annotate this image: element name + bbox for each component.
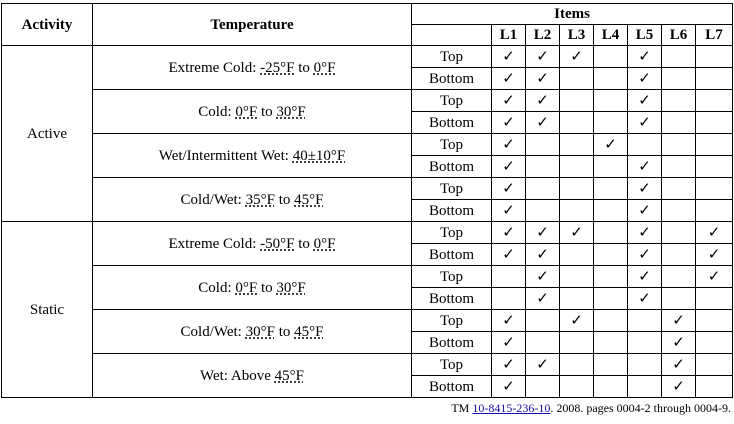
temperature-part-prefix: Cold: <box>198 103 236 120</box>
check-mark-icon: ✓ <box>594 134 628 156</box>
empty-cell <box>560 200 594 222</box>
empty-cell <box>560 68 594 90</box>
empty-cell <box>526 332 560 354</box>
temperature-cell <box>93 178 412 222</box>
level-header-l2: L2 <box>526 25 560 46</box>
empty-cell <box>560 376 594 398</box>
check-mark-icon: ✓ <box>492 310 526 332</box>
check-mark-icon: ✓ <box>696 266 733 288</box>
temperature-part-a: 0°F <box>235 279 258 296</box>
temperature-part-mid: to <box>294 235 314 252</box>
empty-cell <box>662 156 696 178</box>
temperature-cell <box>93 310 412 354</box>
temperature-cell <box>93 266 412 310</box>
temperature-part-prefix: Extreme Cold: <box>168 235 261 252</box>
check-mark-icon: ✓ <box>526 288 560 310</box>
empty-cell <box>526 200 560 222</box>
empty-cell <box>492 288 526 310</box>
check-mark-icon: ✓ <box>628 244 662 266</box>
empty-cell <box>662 46 696 68</box>
empty-cell <box>594 288 628 310</box>
table-row <box>2 46 733 68</box>
empty-cell <box>492 266 526 288</box>
check-mark-icon: ✓ <box>526 68 560 90</box>
position-cell: Top <box>412 46 492 68</box>
temperature-part-prefix: Cold/Wet: <box>180 191 246 208</box>
empty-cell <box>526 376 560 398</box>
check-mark-icon: ✓ <box>628 90 662 112</box>
temperature-part-a: 35°F <box>245 191 275 208</box>
temperature-part-b: 45°F <box>294 323 324 340</box>
empty-cell <box>628 134 662 156</box>
clothing-table <box>1 3 733 398</box>
empty-cell <box>696 112 733 134</box>
temperature-part-a: 40±10°F <box>292 147 346 164</box>
empty-cell <box>594 178 628 200</box>
table-row <box>2 90 733 112</box>
check-mark-icon: ✓ <box>526 112 560 134</box>
position-cell: Bottom <box>412 244 492 266</box>
empty-cell <box>696 376 733 398</box>
source-caption <box>451 401 731 416</box>
position-cell: Bottom <box>412 68 492 90</box>
temperature-part-b: 30°F <box>276 103 306 120</box>
position-cell: Bottom <box>412 332 492 354</box>
empty-cell <box>662 200 696 222</box>
position-header-blank <box>412 25 492 46</box>
empty-cell <box>594 68 628 90</box>
table-row <box>2 310 733 332</box>
temperature-part-a: 30°F <box>245 323 275 340</box>
empty-cell <box>560 288 594 310</box>
temperature-cell <box>93 134 412 178</box>
check-mark-icon: ✓ <box>560 222 594 244</box>
check-mark-icon: ✓ <box>492 46 526 68</box>
check-mark-icon: ✓ <box>696 244 733 266</box>
empty-cell <box>526 156 560 178</box>
empty-cell <box>594 46 628 68</box>
activity-cell: Static <box>2 222 93 398</box>
check-mark-icon: ✓ <box>526 266 560 288</box>
empty-cell <box>696 310 733 332</box>
temperature-part-mid: to <box>294 59 314 76</box>
empty-cell <box>662 244 696 266</box>
check-mark-icon: ✓ <box>560 46 594 68</box>
table-body <box>2 46 733 398</box>
activity-header: Activity <box>2 4 93 46</box>
temperature-part-b: 0°F <box>313 59 336 76</box>
empty-cell <box>628 354 662 376</box>
temperature-part-mid: to <box>274 323 295 340</box>
check-mark-icon: ✓ <box>662 376 696 398</box>
check-mark-icon: ✓ <box>492 354 526 376</box>
empty-cell <box>628 332 662 354</box>
check-mark-icon: ✓ <box>560 310 594 332</box>
check-mark-icon: ✓ <box>492 332 526 354</box>
empty-cell <box>560 266 594 288</box>
check-mark-icon: ✓ <box>492 178 526 200</box>
temperature-part-prefix: Cold: <box>198 279 236 296</box>
empty-cell <box>594 200 628 222</box>
position-cell: Top <box>412 354 492 376</box>
empty-cell <box>696 156 733 178</box>
temperature-part-mid: to <box>257 279 277 296</box>
check-mark-icon: ✓ <box>492 68 526 90</box>
empty-cell <box>662 68 696 90</box>
empty-cell <box>594 90 628 112</box>
level-header-l3: L3 <box>560 25 594 46</box>
empty-cell <box>662 222 696 244</box>
empty-cell <box>560 354 594 376</box>
temperature-cell <box>93 46 412 90</box>
position-cell: Top <box>412 134 492 156</box>
temperature-part-b: 30°F <box>276 279 306 296</box>
empty-cell <box>526 134 560 156</box>
source-link[interactable]: 10-8415-236-10 <box>472 401 551 415</box>
position-cell: Top <box>412 266 492 288</box>
check-mark-icon: ✓ <box>628 288 662 310</box>
level-header-l5: L5 <box>628 25 662 46</box>
position-cell: Bottom <box>412 156 492 178</box>
temperature-cell <box>93 354 412 398</box>
caption-prefix: TM <box>451 401 473 415</box>
activity-cell: Active <box>2 46 93 222</box>
check-mark-icon: ✓ <box>492 376 526 398</box>
check-mark-icon: ✓ <box>492 134 526 156</box>
level-header-l6: L6 <box>662 25 696 46</box>
check-mark-icon: ✓ <box>662 332 696 354</box>
empty-cell <box>594 376 628 398</box>
empty-cell <box>560 332 594 354</box>
table-header <box>2 4 733 46</box>
position-cell: Bottom <box>412 112 492 134</box>
temperature-part-prefix: Cold/Wet: <box>180 323 246 340</box>
temperature-part-a: -25°F <box>260 59 295 76</box>
empty-cell <box>696 332 733 354</box>
check-mark-icon: ✓ <box>492 112 526 134</box>
level-header-l7: L7 <box>696 25 733 46</box>
empty-cell <box>662 288 696 310</box>
empty-cell <box>662 90 696 112</box>
empty-cell <box>594 222 628 244</box>
position-cell: Top <box>412 310 492 332</box>
empty-cell <box>696 178 733 200</box>
table-row <box>2 266 733 288</box>
empty-cell <box>662 134 696 156</box>
temperature-part-a: 45°F <box>274 367 304 384</box>
check-mark-icon: ✓ <box>628 46 662 68</box>
empty-cell <box>560 134 594 156</box>
table-row <box>2 134 733 156</box>
check-mark-icon: ✓ <box>492 90 526 112</box>
empty-cell <box>594 310 628 332</box>
temperature-cell <box>93 222 412 266</box>
empty-cell <box>662 178 696 200</box>
check-mark-icon: ✓ <box>628 68 662 90</box>
empty-cell <box>662 112 696 134</box>
empty-cell <box>560 112 594 134</box>
check-mark-icon: ✓ <box>526 90 560 112</box>
empty-cell <box>594 354 628 376</box>
temperature-part-a: 0°F <box>235 103 258 120</box>
empty-cell <box>696 90 733 112</box>
temperature-cell <box>93 90 412 134</box>
temperature-part-mid: to <box>274 191 295 208</box>
empty-cell <box>526 310 560 332</box>
empty-cell <box>696 68 733 90</box>
empty-cell <box>628 376 662 398</box>
check-mark-icon: ✓ <box>526 222 560 244</box>
empty-cell <box>560 90 594 112</box>
temperature-header: Temperature <box>93 4 412 46</box>
position-cell: Top <box>412 178 492 200</box>
empty-cell <box>594 266 628 288</box>
position-cell: Bottom <box>412 288 492 310</box>
empty-cell <box>696 354 733 376</box>
check-mark-icon: ✓ <box>526 244 560 266</box>
empty-cell <box>696 134 733 156</box>
temperature-part-b: 0°F <box>313 235 336 252</box>
items-header: Items <box>412 4 733 25</box>
caption-suffix: . 2008. pages 0004-2 through 0004-9. <box>550 401 731 415</box>
position-cell: Top <box>412 222 492 244</box>
position-cell: Top <box>412 90 492 112</box>
empty-cell <box>560 156 594 178</box>
empty-cell <box>560 178 594 200</box>
check-mark-icon: ✓ <box>628 178 662 200</box>
position-cell: Bottom <box>412 376 492 398</box>
empty-cell <box>526 178 560 200</box>
check-mark-icon: ✓ <box>526 46 560 68</box>
check-mark-icon: ✓ <box>628 222 662 244</box>
check-mark-icon: ✓ <box>526 354 560 376</box>
table-row <box>2 178 733 200</box>
check-mark-icon: ✓ <box>628 266 662 288</box>
check-mark-icon: ✓ <box>628 112 662 134</box>
check-mark-icon: ✓ <box>628 200 662 222</box>
empty-cell <box>594 332 628 354</box>
check-mark-icon: ✓ <box>662 310 696 332</box>
temperature-part-prefix: Wet: Above <box>200 367 275 384</box>
check-mark-icon: ✓ <box>628 156 662 178</box>
check-mark-icon: ✓ <box>492 200 526 222</box>
table-row <box>2 222 733 244</box>
empty-cell <box>560 244 594 266</box>
temperature-part-b: 45°F <box>294 191 324 208</box>
temperature-part-prefix: Wet/Intermittent Wet: <box>158 147 293 164</box>
check-mark-icon: ✓ <box>662 354 696 376</box>
empty-cell <box>594 112 628 134</box>
empty-cell <box>696 288 733 310</box>
empty-cell <box>696 200 733 222</box>
empty-cell <box>696 46 733 68</box>
check-mark-icon: ✓ <box>492 156 526 178</box>
temperature-part-mid: to <box>257 103 277 120</box>
temperature-part-prefix: Extreme Cold: <box>168 59 261 76</box>
check-mark-icon: ✓ <box>492 222 526 244</box>
check-mark-icon: ✓ <box>492 244 526 266</box>
empty-cell <box>662 266 696 288</box>
empty-cell <box>594 244 628 266</box>
temperature-part-a: -50°F <box>260 235 295 252</box>
check-mark-icon: ✓ <box>696 222 733 244</box>
level-header-l4: L4 <box>594 25 628 46</box>
table-row <box>2 354 733 376</box>
position-cell: Bottom <box>412 200 492 222</box>
empty-cell <box>628 310 662 332</box>
empty-cell <box>594 156 628 178</box>
level-header-l1: L1 <box>492 25 526 46</box>
